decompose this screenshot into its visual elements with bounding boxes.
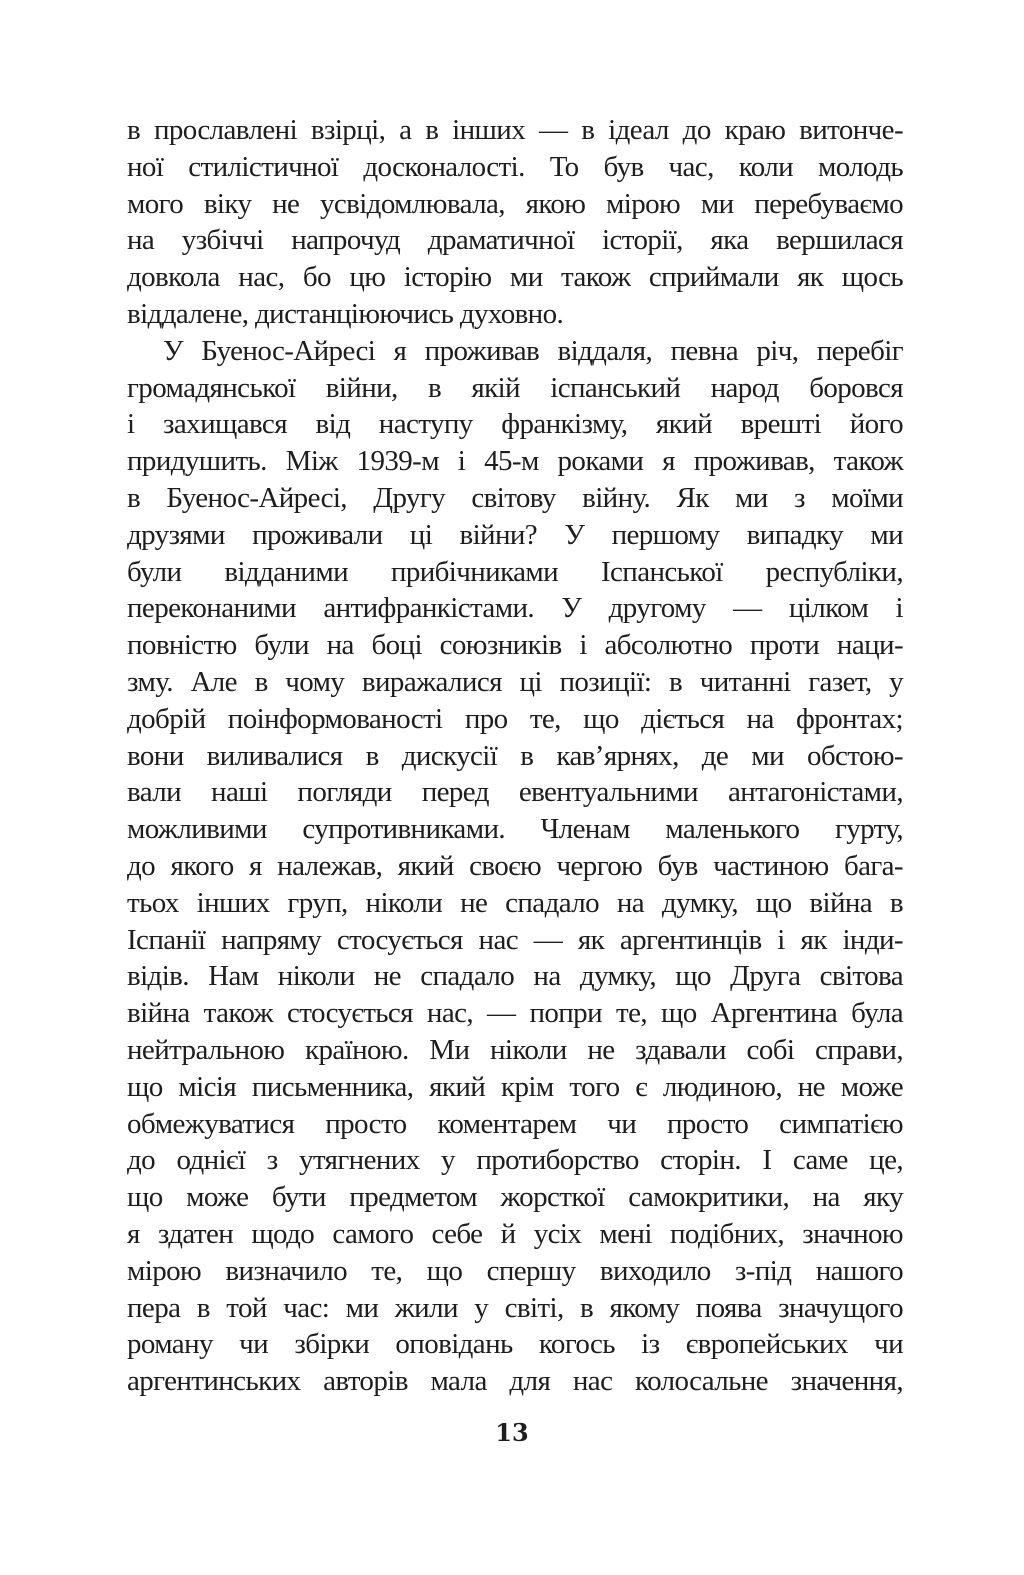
paragraph-first-line: У Буенос-Айресі я проживав віддаля, певна річ, перебіг bbox=[163, 334, 903, 367]
text-line: тьох інших груп, ніколи не спадало на думку, що війна в bbox=[127, 886, 903, 919]
text-line: зму. Але в чому виражалися ці позиції: в читанні газет, у bbox=[127, 665, 903, 698]
text-line: мого віку не усвідомлювала, якою мірою ми перебуваємо bbox=[127, 187, 903, 220]
text-line: нейтральною країною. Ми ніколи не здавали собі справи, bbox=[127, 1033, 903, 1066]
text-line: в Буенос-Айресі, Другу світову війну. Як ми з моїми bbox=[127, 481, 903, 514]
text-line: вони виливалися в дискусії в кав’ярнях, де ми обстою- bbox=[127, 739, 903, 772]
text-line: віддалене, дистанціюючись духовно. bbox=[127, 297, 564, 330]
text-line: обмежуватися просто коментарем чи просто симпатією bbox=[127, 1107, 903, 1140]
text-line: до якого я належав, який своєю чергою був частиною бага- bbox=[127, 849, 903, 882]
text-line: ної стилістичної досконалості. То був час, коли молодь bbox=[127, 150, 903, 183]
text-line: я здатен щодо самого себе й усіх мені подібних, значною bbox=[127, 1217, 903, 1250]
text-line: можливими супротивниками. Членам маленького гурту, bbox=[127, 813, 903, 846]
text-line: громадянської війни, в якій іспанський народ боровся bbox=[127, 371, 903, 404]
text-line: на узбіччі напрочуд драматичної історії, яка вершилася bbox=[127, 224, 903, 257]
text-line: до однієї з утягнених у протиборство сторін. І саме це, bbox=[127, 1144, 903, 1177]
text-line: пера в той час: ми жили у світі, в якому поява значущого bbox=[127, 1291, 903, 1324]
text-line: були відданими прибічниками Іспанської республіки, bbox=[127, 555, 903, 588]
text-line: і захищався від наступу франкізму, який врешті його bbox=[127, 408, 903, 441]
body-text bbox=[127, 112, 903, 1400]
page-number: 13 bbox=[495, 1418, 529, 1447]
text-line: аргентинських авторів мала для нас колосальне значення, bbox=[127, 1365, 903, 1398]
text-line: придушить. Між 1939-м і 45-м роками я проживав, також bbox=[127, 445, 903, 478]
text-line: довкола нас, бо цю історію ми також сприймали як щось bbox=[127, 261, 903, 294]
text-line: вали наші погляди перед евентуальними антагоністами, bbox=[127, 776, 903, 809]
text-line: відів. Нам ніколи не спадало на думку, що Друга світова bbox=[127, 960, 903, 993]
text-line: переконаними антифранкістами. У другому — цілком і bbox=[127, 592, 903, 625]
text-line: повністю були на боці союзників і абсолютно проти наци- bbox=[127, 629, 903, 662]
text-line: добрій поінформованості про те, що діється на фронтах; bbox=[127, 702, 903, 735]
text-line: Іспанії напряму стосується нас — як аргентинців і як інди- bbox=[127, 923, 903, 956]
text-line: роману чи збірки оповідань когось із європейських чи bbox=[127, 1328, 903, 1361]
text-line: що місія письменника, який крім того є людиною, не може bbox=[127, 1070, 903, 1103]
text-line: мірою визначило те, що спершу виходило з-під нашого bbox=[127, 1254, 903, 1287]
text-line: в прославлені взірці, а в інших — в ідеал до краю витонче- bbox=[127, 114, 903, 146]
text-line: війна також стосується нас, — попри те, що Аргентина була bbox=[127, 997, 903, 1030]
text-line: що може бути предметом жорсткої самокритики, на яку bbox=[127, 1181, 903, 1214]
text-line: друзями проживали ці війни? У першому випадку ми bbox=[127, 518, 903, 551]
